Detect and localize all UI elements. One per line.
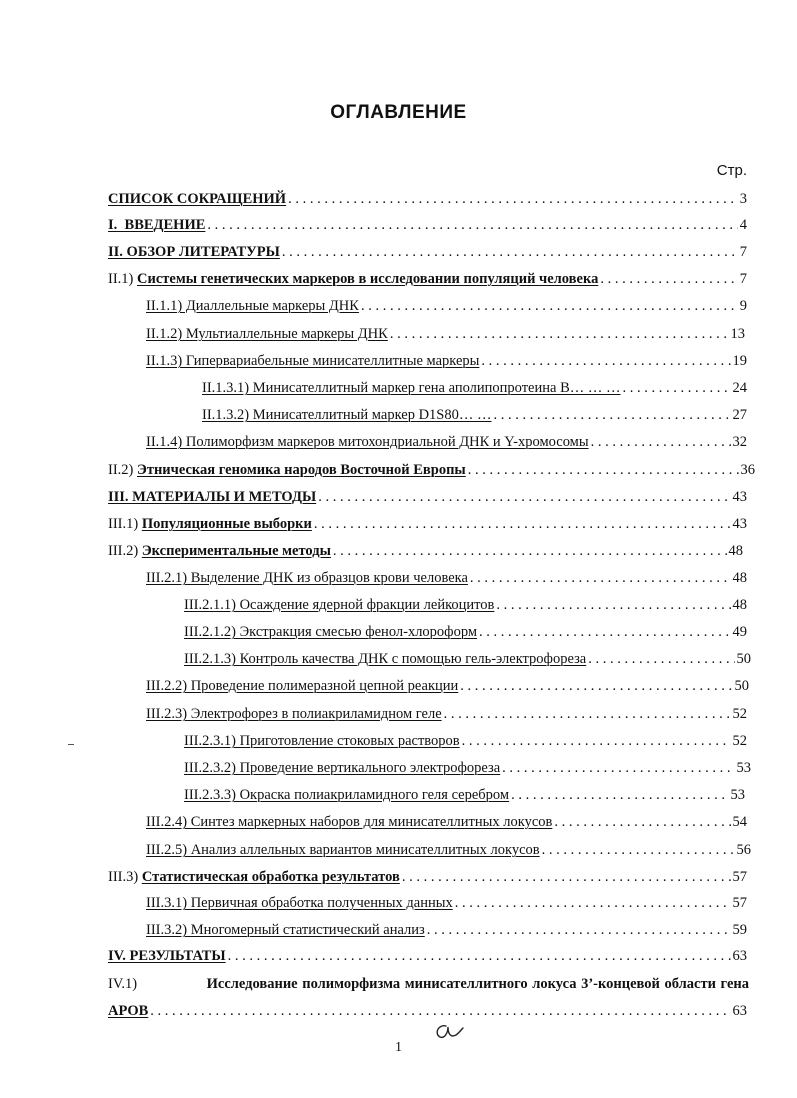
leader-dots [468,459,739,481]
toc-entry-label: III.2.2) Проведение полимеразной цепной реакции [146,678,459,694]
toc-entry-label: II. ОБЗОР ЛИТЕРАТУРЫ [108,244,280,260]
toc-entry-number: III.3) [108,869,139,885]
leader-dots [314,513,731,535]
toc-entry-page: 19 [732,353,747,369]
toc-entry-page: 54 [732,814,747,830]
toc-entry-page: 48 [732,570,747,586]
toc-entry-number: II.1) [108,271,134,287]
toc-entry-label: II.1.3) Гипервариабельные минисателлитные маркеры [146,353,480,369]
toc-entry[interactable] [0,811,797,833]
toc-entry[interactable] [0,703,797,725]
leader-dots [600,268,737,290]
toc-entry[interactable] [0,323,797,345]
toc-entry[interactable] [0,973,797,995]
leader-dots [623,377,731,399]
leader-dots [427,919,731,941]
toc-entry-page: 63 [732,1003,747,1019]
toc-entry-page: 49 [732,624,747,640]
leader-dots [542,839,735,861]
toc-entry-label: Популяционные выборки [141,516,312,532]
toc-entry[interactable] [0,295,797,317]
toc-entry[interactable] [0,919,797,941]
leader-dots [591,431,731,453]
toc-entry-page: 7 [739,271,747,287]
toc-entry-label: II.1.3.1) Минисателлитный маркер гена аполипопротеина В… … … [202,380,621,396]
toc-entry-label: II.1.3.2) Минисателлитный маркер D1S80… … [202,407,492,423]
toc-entry[interactable] [0,241,797,263]
toc-entry[interactable] [0,730,797,752]
toc-entry-label: Экспериментальные методы [141,543,331,559]
leader-dots [361,295,738,317]
toc-entry-page: 3 [739,191,747,207]
toc-entry-page: 57 [732,869,747,885]
toc-entry[interactable] [0,540,797,562]
toc-entry-label: III.2.3.1) Приготовление стоковых растворов [184,733,460,749]
toc-entry-label: СПИСОК СОКРАЩЕНИЙ [108,191,287,207]
toc-entry[interactable] [0,459,797,481]
leader-dots [493,404,730,426]
toc-entry-page: 53 [736,760,751,776]
toc-entry[interactable] [0,188,797,210]
toc-entry-page: 43 [732,489,747,505]
toc-entry-page: 57 [732,895,747,911]
toc-entry-page: 48 [728,543,743,559]
toc-entry[interactable] [0,513,797,535]
leader-dots [282,241,738,263]
toc-entry-label: Статистическая обработка результатов [141,869,400,885]
toc-entry-label: III. МАТЕРИАЛЫ И МЕТОДЫ [108,489,317,505]
toc-entry-page: 24 [732,380,747,396]
toc-entry-label: I. ВВЕДЕНИЕ [108,217,206,233]
toc-entry[interactable] [0,621,797,643]
toc-entry[interactable] [0,866,797,888]
toc-entry[interactable] [0,648,797,670]
leader-dots [479,621,730,643]
toc-entry[interactable] [0,268,797,290]
toc-entry-number: IV.1) [108,976,138,992]
margin-mark [68,744,74,745]
toc-entry-page: 63 [732,948,747,964]
toc-title: ОГЛАВЛЕНИЕ [330,102,467,123]
leader-dots [496,594,730,616]
toc-entry[interactable] [0,784,797,806]
page-column-label: Стр. [716,162,747,179]
toc-entry[interactable] [0,404,797,426]
leader-dots [462,730,731,752]
toc-entry[interactable] [0,945,797,967]
toc-entry[interactable] [0,377,797,399]
leader-dots [470,567,731,589]
toc-entry-label: III.2.4) Синтез маркерных наборов для минисателлитных локусов [146,814,553,830]
toc-entry-page: 7 [739,244,747,260]
toc-entry[interactable] [0,1000,797,1022]
leader-dots [288,188,738,210]
toc-entry-label: Этническая геномика народов Восточной Европы [137,462,466,478]
toc-entry-page: 53 [730,787,745,803]
leader-dots [207,214,737,236]
toc-entry[interactable] [0,839,797,861]
toc-entry-label: Исследование полиморфизма минисателлитного локуса 3’-концевой области гена [206,976,749,992]
toc-entry-label: III.2.3.2) Проведение вертикального электрофореза [184,760,501,776]
toc-entry-page: 32 [732,434,747,450]
toc-entry-number: III.1) [108,516,139,532]
leader-dots [390,323,729,345]
toc-entry-label: III.2.1.2) Экстракция смесью фенол-хлороформ [184,624,478,640]
leader-dots [502,757,734,779]
toc-entry-page: 52 [732,706,747,722]
toc-entry-label: III.3.1) Первичная обработка полученных данных [146,895,453,911]
leader-dots [333,540,727,562]
toc-entry-label: IV. РЕЗУЛЬТАТЫ [108,948,226,964]
toc-entry[interactable] [0,892,797,914]
toc-entry[interactable] [0,214,797,236]
toc-entry-page: 59 [732,922,747,938]
toc-entry-label: III.2.1.1) Осаждение ядерной фракции лейкоцитов [184,597,495,613]
toc-entry-page: 13 [730,326,745,342]
toc-entry[interactable] [0,350,797,372]
toc-entry-page: 36 [740,462,755,478]
leader-dots [588,648,734,670]
toc-entry-label: III.2.3.3) Окраска полиакриламидного геля серебром [184,787,510,803]
toc-entry-number: III.2) [108,543,139,559]
toc-entry-page: 4 [739,217,747,233]
leader-dots [481,350,730,372]
toc-entry[interactable] [0,486,797,508]
toc-entry[interactable] [0,675,797,697]
toc-entry[interactable] [0,757,797,779]
toc-entry-label: II.1.2) Мультиаллельные маркеры ДНК [146,326,388,342]
toc-entry-page: 27 [732,407,747,423]
toc-entry-label: APOB [108,1003,149,1019]
page-number: 1 [395,1040,402,1055]
leader-dots [444,703,731,725]
toc-entry-page: 43 [732,516,747,532]
leader-dots [511,784,728,806]
leader-dots [402,866,731,888]
leader-dots [318,486,730,508]
toc-entry-label: III.3.2) Многомерный статистический анализ [146,922,425,938]
toc-entry-label: III.2.3) Электрофорез в полиакриламидном геле [146,706,442,722]
toc-entry[interactable] [0,567,797,589]
toc-entry-label: Системы генетических маркеров в исследовании популяций человека [137,271,599,287]
toc-entry-page: 9 [739,298,747,314]
toc-entry[interactable] [0,431,797,453]
toc-entry-label: II.1.4) Полиморфизм маркеров митохондриальной ДНК и Y-хромосомы [146,434,589,450]
leader-dots [460,675,732,697]
leader-dots [228,945,731,967]
toc-entry-label: III.2.1) Выделение ДНК из образцов крови человека [146,570,468,586]
leader-dots [554,811,730,833]
toc-entry-label: III.2.5) Анализ аллельных вариантов минисателлитных локусов [146,842,540,858]
toc-entry-number: II.2) [108,462,134,478]
toc-entry-page: 48 [732,597,747,613]
toc-entry-page: 56 [736,842,751,858]
toc-entry-page: 50 [736,651,751,667]
toc-entry-page: 50 [734,678,749,694]
toc-entry[interactable] [0,594,797,616]
toc-entry-label: III.2.1.3) Контроль качества ДНК с помощью гель-электрофореза [184,651,587,667]
toc-entry-page: 52 [732,733,747,749]
leader-dots [455,892,731,914]
toc-entry-label: II.1.1) Диаллельные маркеры ДНК [146,298,359,314]
